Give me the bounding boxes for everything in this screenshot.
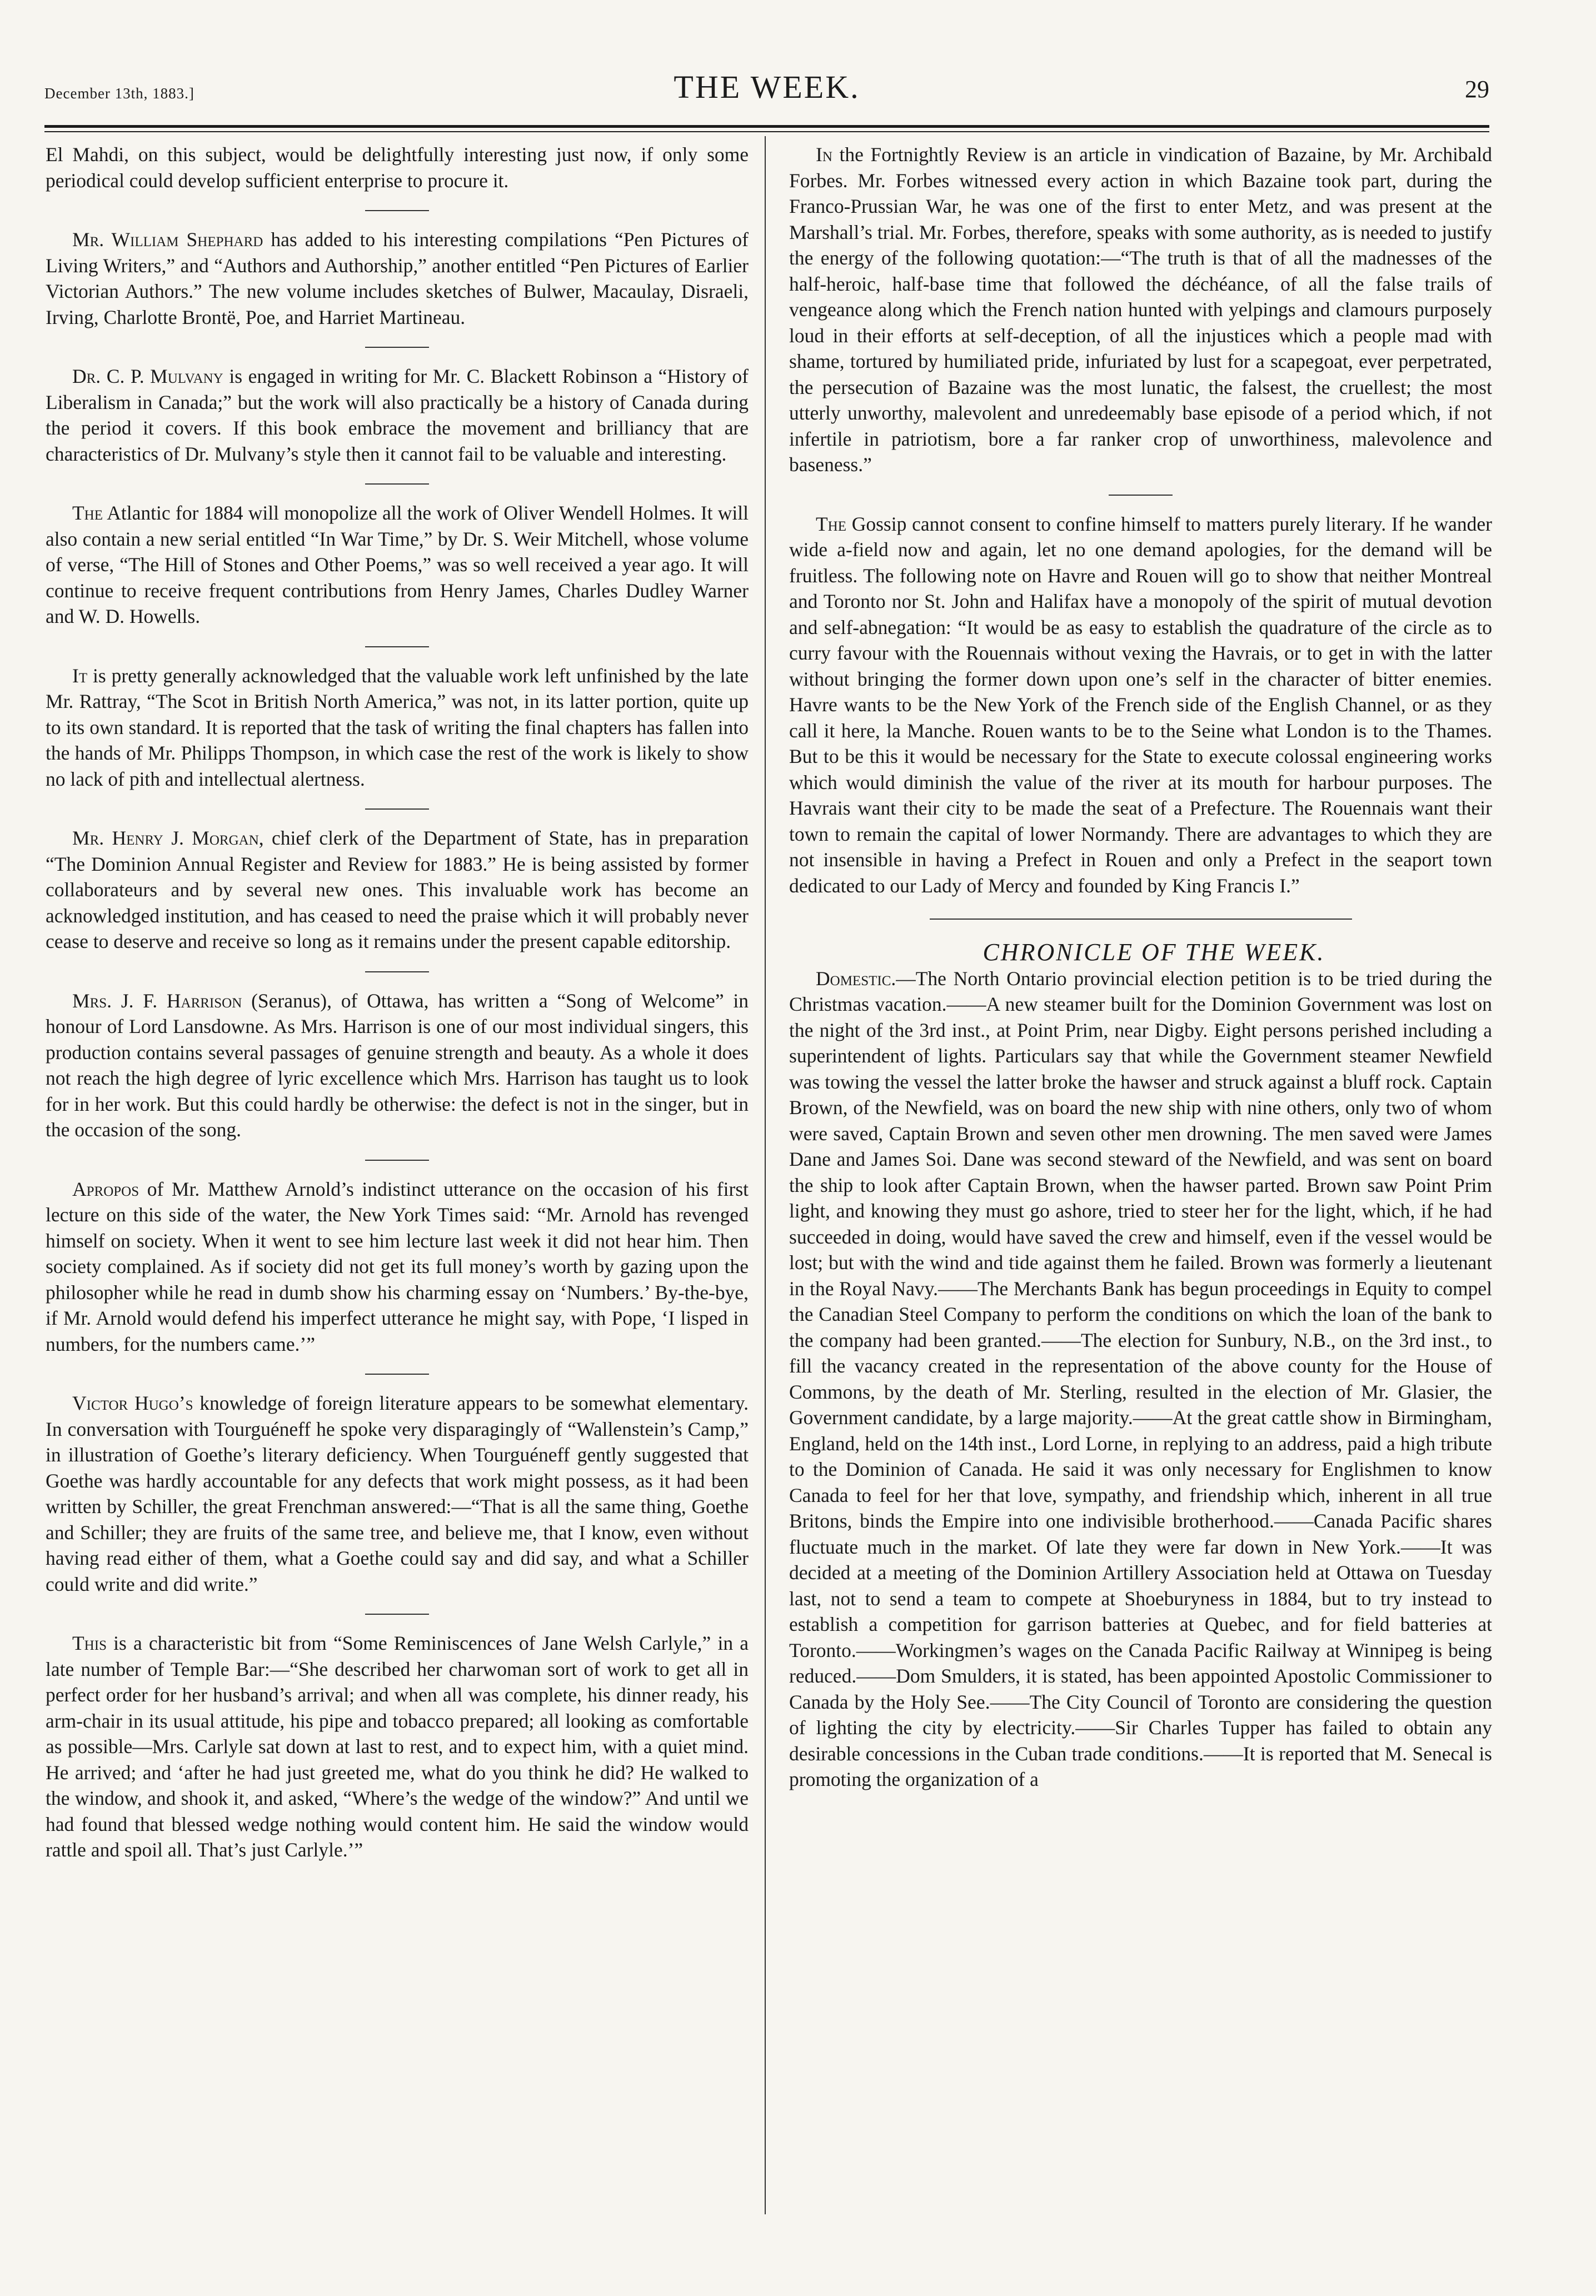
paragraph: In the Fortnightly Review is an article in vindication of Bazaine, by Mr. Archibald Forbes. Mr. Forbes witnessed every action in which Bazaine took part, during the Franco-Prussian War, he was one of the first to enter Metz, and was present at the Marshall’s trial. Mr. Forbes, therefore, speaks with some authority, as is needed to justify the energy of the following quotation:—“The truth is that of all the madnesses of the half-heroic, half-base time that followed the déchéance, of all the false trails of vengeance along which the French nation hunted with yelpings and clamours purposely loud in their efforts at self-deception, of all the injustices which a people mad with shame, tortured by humiliated pride, infuriated by lust for a scapegoat, ever perpetrated, the persecution of Bazaine was the most lunatic, the falsest, the cruellest; the most utterly unworthy, malevolent and unredeemably base episode of a period which, if not infertile in patriotism, bore a far ranker crop of unworthiness, malevolence and baseness.” [789, 143, 1492, 476]
chronicle-paragraph: Domestic.—The North Ontario provincial election petition is to be tried during the Christmas vacation.——A new steamer built for the Dominion Government was lost on the night of the 3rd inst., at Point Prim, near Digby. Eight persons perished including a superintendent of lights. Particulars say that while the Government steamer Newfield was towing the vessel the latter broke the hawser and struck against a bluff rock. Captain Brown, of the Newfield, was on board the new ship with nine others, only two of whom were saved, Captain Brown and seven other men drowning. The men saved were James Dane and James Soi. Dane was second steward of the Newfield, and was sent on board the ship to look after Captain Brown, when the hawser parted. Brown saw Point Prim light, and knowing they must go ashore, tried to steer her for the light, which, if he had succeeded in doing, would have saved the crew and himself, even if the vessel would be lost; but with the wind and tide against them he failed. Brown was formerly a lieutenant in the Royal Navy.——The Merchants Bank has begun proceedings in Equity to compel the Canadian Steel Company to perform the conditions on which the loan of the bank to the company had been granted.——The election for Sunbury, N.B., on the 3rd inst., to fill the vacancy created in the representation of the above county for the House of Commons, by the death of Mr. Sterling, resulted in the election of Mr. Glasier, the Government candidate, by a large majority.——At the great cattle show in Birmingham, England, held on the 14th inst., Lord Lorne, in replying to an address, paid a high tribute to the Dominion of Canada. He said it was only necessary for Englishmen to know Canada to feel for her that love, sympathy, and friendship which, inherent in all true Britons, binds the Empire into one indivisible brotherhood.——Canada Pacific shares fluctuate much in the market. Of late they were far down in New York.——It was decided at a meeting of the Dominion Artillery Association held at Ottawa on Tuesday last, not to send a team to compete at Shoeburyness in 1884, but to try instead to establish a competition for garrison batteries at Quebec, and for field batteries at Toronto.——Workingmen’s wages on the Canada Pacific Railway at Winnipeg is being reduced.——Dom Smulders, it is stated, has been appointed Apostolic Commissioner to Canada by the Holy See.——The City Council of Toronto are considering the question of lighting the city by electricity.——Sir Charles Tupper has failed to obtain any desirable concessions in the Cuban trade conditions.——It is reported that M. Senecal is promoting the organization of a [789, 967, 1492, 1790]
paragraph: Victor Hugo’s knowledge of foreign literature appears to be somewhat elementary. In conversation with Tourguéneff he spoke very disparagingly of “Wallenstein’s Camp,” in illustration of Goethe’s literary deficiency. When Tourguéneff gently suggested that Goethe was hardly accountable for any defects that work might possess, as it had been written by Schiller, the great Frenchman answered:—“That is all the same thing, Goethe and Schiller; they are fruits of the same tree, and believe me, that I know, even without having read either of them, what a Goethe could say and did say, and what a Schiller could write and did write.” [46, 1392, 749, 1595]
chronicle-rule [930, 919, 1352, 920]
paragraph: The Gossip cannot consent to confine himself to matters purely literary. If he wander wide a-field now and again, let no one demand apologies, for the demand will be fruitless. The following note on Havre and Rouen will go to show that neither Montreal and Toronto nor St. John and Halifax have a monopoly of the spirit of mutual devotion and self-abnegation: “It would be as easy to establish the quadrature of the circle as to curry favour with the Rouennais without vexing the Havrais, or to get in with the latter without bringing the former down upon one’s self in the character of bitter enemies. Havre wants to be the New York of the French side of the English Channel, or as they call it here, la Manche. Rouen wants to be to the Seine what London is to the Thames. But to be this it would be necessary for the State to execute colossal engineering works which would diminish the value of the river at its mouth for harbour purposes. The Havrais want their city to be made the seat of a Prefecture. The Rouennais want their town to remain the capital of lower Normandy. There are advantages to which they are not insensible in having a Prefect in Rouen and only a Prefect in the seaport town dedicated to our Lady of Mercy and founded by King Francis I.” [789, 512, 1492, 897]
left-column [46, 142, 749, 1863]
page-number: 29 [1465, 76, 1489, 103]
header-rule [44, 125, 1489, 128]
paragraph: Mrs. J. F. Harrison (Seranus), of Ottawa, has written a “Song of Welcome” in honour of Lord Lansdowne. As Mrs. Harrison is one of our most individual singers, this production contains several passages of genuine strength and beauty. As a whole it does not reach the high degree of lyric excellence which Mrs. Harrison has taught us to look for in her work. But this could hardly be otherwise: the defect is not in the singer, but in the occasion of the song. [46, 989, 749, 1141]
section-separator [365, 483, 429, 485]
chronicle-heading: CHRONICLE OF THE WEEK. [982, 939, 1325, 966]
paragraph: It is pretty generally acknowledged that the valuable work left unfinished by the late Mr. Rattray, “The Scot in British North America,” was not, in its latter portion, quite up to its own standard. It is reported that the task of writing the final chapters has fallen into the hands of Mr. Philipps Thompson, in which case the rest of the work is likely to show no lack of pith and intellectual alertness. [46, 664, 749, 790]
header-rule-thin [44, 131, 1489, 132]
paragraph: This is a characteristic bit from “Some Reminiscences of Jane Welsh Carlyle,” in a late number of Temple Bar:—“She described her charwoman sort of work to get all in perfect order for her husband’s arrival; and when all was complete, his dinner ready, his arm-chair in its usual attitude, his pipe and tobacco prepared; all looking as comfortable as possible—Mrs. Carlyle sat down at last to rest, and to expect him, with a quiet mind. He arrived; and ‘after he had just greeted me, what do you think he did? He walked to the window, and shook it, and asked, “Where’s the wedge of the window?” And until we had found that blessed wedge nothing would content him. He said the window would rattle and spoil all. That’s just Carlyle.’” [46, 1632, 749, 1861]
section-separator [1109, 495, 1173, 496]
paragraph: Dr. C. P. Mulvany is engaged in writing for Mr. C. Blackett Robinson a “History of Liberalism in Canada;” but the work will also practically be a history of Canada during the period it covers. If this book embrace the movement and brilliancy that are characteristics of Dr. Mulvany’s style then it cannot fail to be valuable and interesting. [46, 365, 749, 465]
section-separator [365, 646, 429, 647]
section-separator [365, 1614, 429, 1615]
publication-title: THE WEEK. [674, 69, 860, 105]
page-header [44, 64, 1489, 125]
paragraph: El Mahdi, on this subject, would be delightfully interesting just now, if only some periodical could develop sufficient enterprise to procure it. [46, 143, 749, 192]
section-separator [365, 1160, 429, 1161]
paragraph: Mr. Henry J. Morgan, chief clerk of the Department of State, has in preparation “The Dominion Annual Register and Review for 1883.” He is being assisted by former collaborateurs and by several new ones. This invaluable work has become an acknowledged institution, and has ceased to need the praise which it will probably never cease to deserve and receive so long as it remains under the present capable editorship. [46, 827, 749, 952]
paragraph: Mr. William Shephard has added to his interesting compilations “Pen Pictures of Living Writers,” and “Authors and Authorship,” another entitled “Pen Pictures of Earlier Victorian Authors.” The new volume includes sketches of Bulwer, Macaulay, Disraeli, Irving, Charlotte Brontë, Poe, and Harriet Martineau. [46, 228, 749, 328]
section-separator [365, 808, 429, 810]
issue-date: December 13th, 1883.] [44, 85, 194, 102]
section-separator [365, 971, 429, 972]
paragraph: The Atlantic for 1884 will monopolize all the work of Oliver Wendell Holmes. It will also contain a new serial entitled “In War Time,” by Dr. S. Weir Mitchell, whose volume of verse, “The Hill of Stones and Other Poems,” was so well received a year ago. It will continue to receive frequent contributions from Henry James, Charles Dudley Warner and W. D. Howells. [46, 502, 749, 627]
column-divider [765, 136, 766, 2214]
section-separator [365, 1374, 429, 1375]
paragraph: Apropos of Mr. Matthew Arnold’s indistinct utterance on the occasion of his first lecture on this side of the water, the New York Times said: “Mr. Arnold has revenged himself on society. When it went to see him lecture last week it did not hear him. Then society complained. As if society did not get its full money’s worth by gazing upon the philosopher while he read in dumb show his charming essay on ‘Numbers.’ By-the-bye, if Mr. Arnold would defend his imperfect utterance he might say, with Pope, ‘I lisped in numbers, for the numbers came.’” [46, 1177, 749, 1355]
section-separator [365, 210, 429, 211]
right-column [789, 142, 1492, 1793]
section-separator [365, 347, 429, 348]
